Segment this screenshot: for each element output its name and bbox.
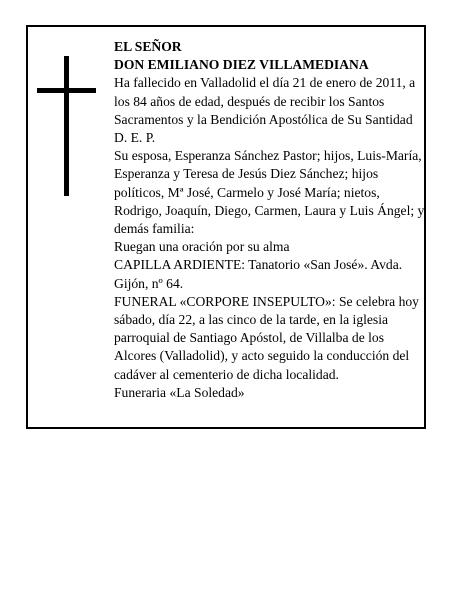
death-announcement: Ha fallecido en Valladolid el día 21 de enero de 2011, a los 84 años de edad, después de recibir los Santos Sacramentos y la Bendición Apostólica de Su Santidad D. E. P. — [114, 75, 416, 146]
cross-horizontal-bar — [37, 88, 96, 93]
family-list: Su esposa, Esperanza Sánchez Pastor; hijos, Luis-María, Esperanza y Teresa de Jesús Diez Sánchez; hijos políticos, Mª José, Carmelo y José María; nietos, Rodrigo, Joaquín, Diego, Carmen, Laura y Luis Ángel; y demás familia: — [114, 148, 425, 237]
title-line-1: EL SEÑOR — [114, 39, 182, 54]
obituary-text — [114, 38, 426, 402]
prayer-request: Ruegan una oración por su alma — [114, 239, 290, 255]
deceased-name: DON EMILIANO DIEZ VILLAMEDIANA — [114, 57, 369, 73]
funeral-home: Funeraria «La Soledad» — [114, 384, 245, 400]
funeral-chapel: CAPILLA ARDIENTE: Tanatorio «San José». Avda. Gijón, nº 64. — [114, 257, 403, 291]
cross-vertical-bar — [64, 56, 69, 196]
funeral-service: FUNERAL «CORPORE INSEPULTO»: Se celebra hoy sábado, día 22, a las cinco de la tarde, en la iglesia parroquial de Santiago Apóstol, de Villalba de los Alcores (Valladolid), y acto seguido la conducción del cadáver al cementerio de dicha localidad. — [114, 293, 419, 382]
